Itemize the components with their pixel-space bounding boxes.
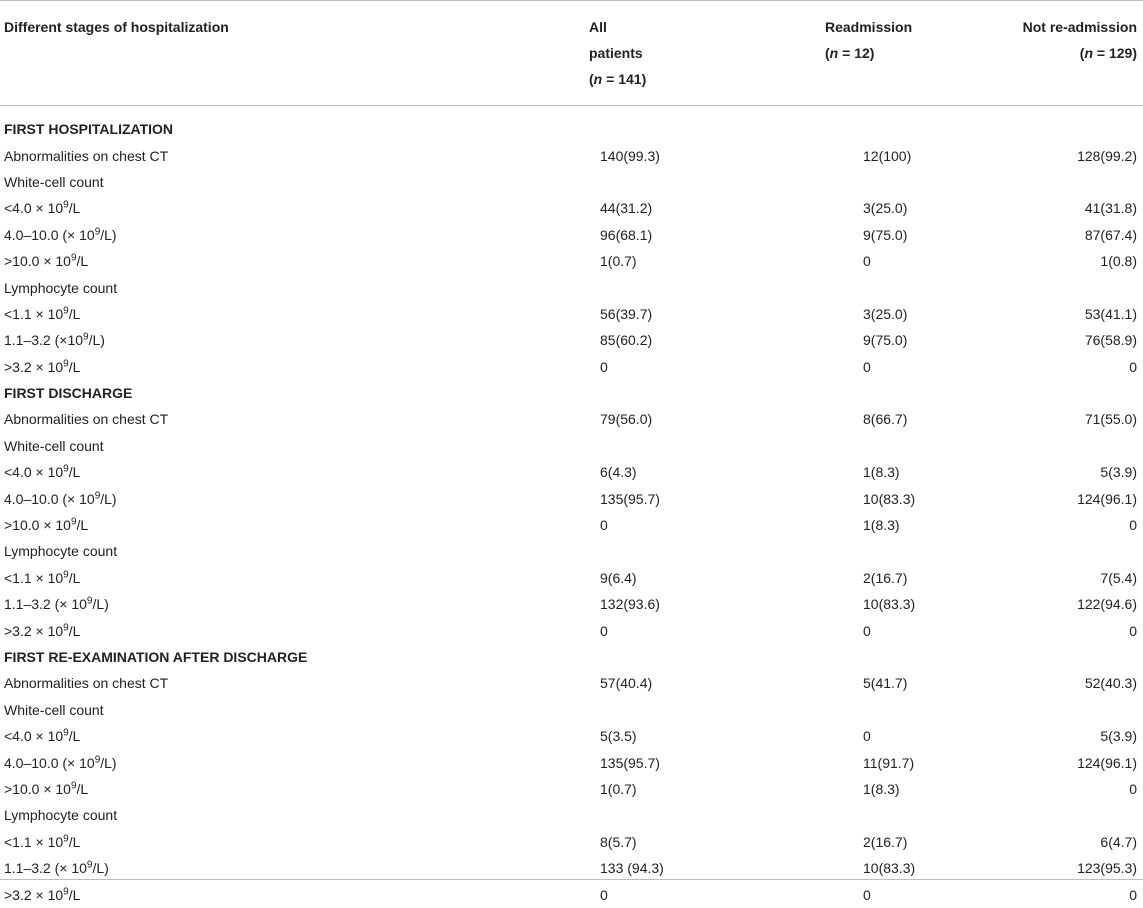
table-header [0,1,1143,106]
subheading-label: White-cell count [4,173,104,190]
row-label: 4.0–10.0 (× $10^9/L$) [4,490,117,507]
cell-all-patients: 9(6.4) [600,569,637,586]
row-label: $>10.0 \times 10^9/L$ [4,252,89,270]
row-label: $>10.0 \times 10^9/L$ [4,780,89,797]
subheading-label: Lymphocyte count [4,279,118,296]
cell-all-patients: 1(0.7) [600,780,637,797]
subheading-label: Lymphocyte count [4,543,118,560]
cell-not-readmission: 0 [1129,886,1137,903]
cell-readmission: 9(75.0) [863,332,908,349]
table-row [0,327,1143,353]
table-row [0,881,1143,907]
column-header-stage: Different stages of hospitalization [0,1,398,106]
subheading-label: White-cell count [4,437,104,454]
cell-all-patients: 0 [600,622,608,639]
cell-readmission: 3(25.0) [863,200,908,217]
table-row [0,459,1143,485]
cell-readmission: 0 [863,622,871,639]
table-row [0,829,1143,855]
table-row [0,855,1143,881]
cell-not-readmission: 71(55.0) [1084,411,1137,428]
cell-readmission: 2(16.7) [863,569,908,586]
cell-not-readmission: 76(58.9) [1084,332,1137,349]
cell-readmission: 3(25.0) [863,305,908,322]
row-label: 1.1–3.2 (× $10^9/L$) [4,595,109,613]
cell-not-readmission: 0 [1129,358,1137,375]
cell-readmission: 1(8.3) [863,464,900,481]
row-label: $>3.2 \times 10^9/L$ [4,358,81,375]
cell-not-readmission: 1(0.8) [1100,253,1137,270]
row-label: $<4.0 \times 10^9/L$ [4,199,81,217]
table-row [0,248,1143,274]
table-body [0,106,1143,908]
cell-not-readmission: 128(99.2) [1077,147,1137,164]
row-label: 1.1–3.2 $(\times 10^9/L)$ [4,331,105,349]
cell-readmission: 9(75.0) [863,226,908,243]
cell-readmission: 11(91.7) [863,754,915,771]
cell-readmission: 12(100) [863,147,912,164]
row-label: Abnormalities on chest CT [4,411,169,428]
cell-all-patients: 0 [600,358,608,375]
subheading-row [0,433,1143,459]
subheading-label: Lymphocyte count [4,807,118,824]
cell-readmission: 10(83.3) [863,860,916,877]
cell-not-readmission: 123(95.3) [1077,860,1137,877]
cell-not-readmission: 7(5.4) [1100,569,1137,586]
table-row [0,301,1143,327]
section-heading-row [0,644,1143,670]
row-label: $>3.2 \times 10^9/L$ [4,621,81,639]
column-header-all-patients: All patients (n = 141) [398,1,654,106]
table-row [0,406,1143,432]
row-label: $>10.0 \times 10^9/L$ [4,516,89,534]
cell-not-readmission: 124(96.1) [1077,490,1137,507]
row-label: 4.0–10.0 (× $10^9/L$) [4,753,117,771]
cell-readmission: 10(83.3) [863,596,916,613]
cell-readmission: 8(66.7) [863,411,908,428]
row-label: $<1.1 \times 10^9/L$ [4,305,81,322]
column-header-readmission: Readmission (n = 12) [654,1,910,106]
cell-readmission: 1(8.3) [863,780,900,797]
table-row [0,512,1143,538]
table-row [0,776,1143,802]
cell-readmission: 10(83.3) [863,490,916,507]
cell-not-readmission: 87(67.4) [1084,226,1137,243]
table-row [0,670,1143,696]
row-label: $>3.2 \times 10^9/L$ [4,885,81,903]
cell-readmission: 1(8.3) [863,517,900,534]
subheading-label: White-cell count [4,701,104,718]
subheading-row [0,697,1143,723]
row-label: $<1.1 \times 10^9/L$ [4,833,81,850]
row-label: $<4.0 \times 10^9/L$ [4,463,81,481]
cell-all-patients: 0 [600,886,608,903]
cell-not-readmission: 5(3.9) [1100,728,1137,745]
header-row [0,1,1143,106]
row-label: Abnormalities on chest CT [4,147,169,164]
cell-readmission: 0 [863,728,871,745]
cell-all-patients: 44(31.2) [600,200,653,217]
cell-all-patients: 85(60.2) [600,332,653,349]
cell-all-patients: 135(95.7) [600,490,660,507]
cell-not-readmission: 0 [1129,517,1137,534]
table-row [0,565,1143,591]
row-label: $<1.1 \times 10^9/L$ [4,569,81,586]
cell-all-patients: 56(39.7) [600,305,653,322]
cell-readmission: 2(16.7) [863,833,908,850]
section-heading-row [0,106,1143,143]
column-n-readmission: (n = 12) [825,45,875,61]
cell-readmission: 5(41.7) [863,675,908,692]
cell-not-readmission: 53(41.1) [1084,305,1137,322]
table-row [0,222,1143,248]
cell-not-readmission: 41(31.8) [1084,200,1137,217]
table-row [0,749,1143,775]
table-row [0,617,1143,643]
table-row [0,195,1143,221]
section-heading: FIRST DISCHARGE [4,385,133,402]
subheading-row [0,538,1143,564]
cell-all-patients: 140(99.3) [600,147,660,164]
table-row [0,485,1143,511]
cell-all-patients: 57(40.4) [600,675,653,692]
column-n-not-readmission: (n = 129) [1079,45,1137,61]
column-header-not-readmission: Not re-admission (n = 129) [910,1,1143,106]
cell-all-patients: 133 (94.3) [600,860,664,877]
subheading-row [0,169,1143,195]
cell-not-readmission: 0 [1129,622,1137,639]
row-label: 4.0–10.0 (× $10^9/L$) [4,226,117,243]
row-label: $<4.0 \times 10^9/L$ [4,727,81,745]
cell-all-patients: 0 [600,517,608,534]
table-row [0,142,1143,168]
cell-readmission: 0 [863,358,871,375]
cell-all-patients: 79(56.0) [600,411,653,428]
row-label: Abnormalities on chest CT [4,675,169,692]
table-bottom-rule [0,879,1143,880]
cell-all-patients: 6(4.3) [600,464,637,481]
cell-not-readmission: 122(94.6) [1077,596,1137,613]
subheading-row [0,802,1143,828]
row-label: 1.1–3.2 (× $10^9/L$) [4,859,109,877]
cell-not-readmission: 0 [1129,780,1137,797]
cell-all-patients: 1(0.7) [600,253,637,270]
section-heading-row [0,380,1143,406]
table-row [0,354,1143,380]
cell-all-patients: 5(3.5) [600,728,637,745]
cell-all-patients: 8(5.7) [600,833,637,850]
section-heading: FIRST HOSPITALIZATION [4,121,174,138]
cell-all-patients: 135(95.7) [600,754,660,771]
cell-not-readmission: 52(40.3) [1084,675,1137,692]
cell-not-readmission: 6(4.7) [1100,833,1137,850]
cell-not-readmission: 124(96.1) [1077,754,1137,771]
column-n-all-patients: (n = 141) [589,71,647,87]
cell-readmission: 0 [863,886,871,903]
table-row [0,591,1143,617]
section-heading: FIRST RE-EXAMINATION AFTER DISCHARGE [4,649,308,665]
cell-readmission: 0 [863,253,871,270]
subheading-row [0,274,1143,300]
cell-all-patients: 96(68.1) [600,226,653,243]
cell-not-readmission: 5(3.9) [1100,464,1137,481]
table-row [0,723,1143,749]
cell-all-patients: 132(93.6) [600,596,660,613]
